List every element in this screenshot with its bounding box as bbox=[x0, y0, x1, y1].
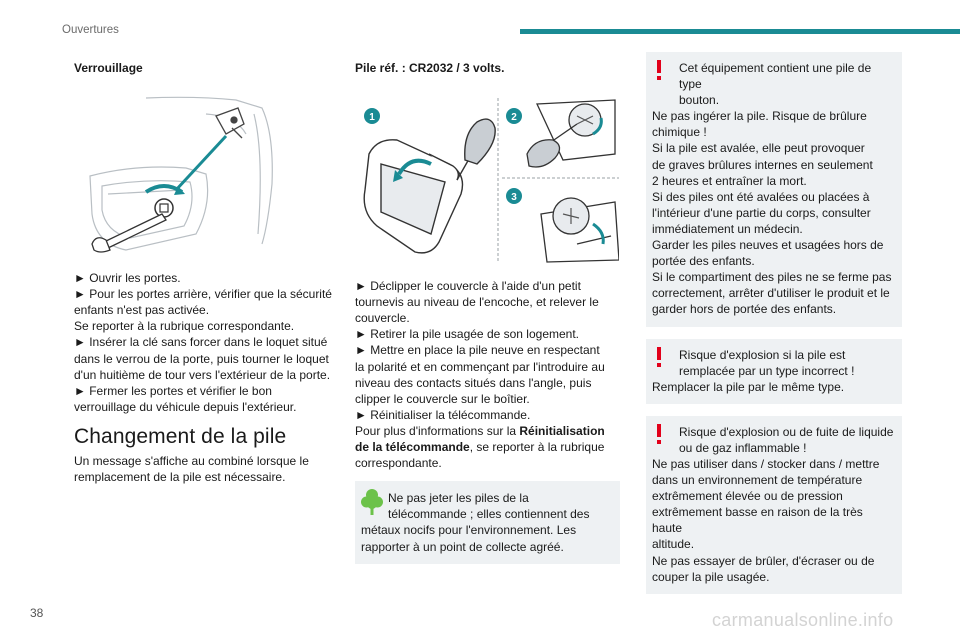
text-line: ► Fermer les portes et vérifier le bon bbox=[74, 383, 272, 398]
text-line: métaux nocifs pour l'environnement. Les bbox=[361, 523, 577, 538]
text-line: immédiatement un médecin. bbox=[652, 221, 803, 236]
locking-heading: Verrouillage bbox=[74, 61, 143, 75]
text-line: d'un huitième de tour vers l'extérieur de la porte. bbox=[74, 367, 331, 382]
text-line: dans le verrou de la porte, puis tourner le loquet bbox=[74, 351, 329, 366]
text-line: ► Réinitialiser la télécommande. bbox=[355, 407, 531, 422]
text-line: extrêmement élevée ou de pression bbox=[652, 489, 843, 504]
text-span: Pour plus d'informations sur la bbox=[355, 423, 520, 438]
warning-exclamation-icon bbox=[652, 422, 666, 450]
text-line: Ne pas utiliser dans / stocker dans / mettre bbox=[652, 456, 880, 471]
text-line: ► Déclipper le couvercle à l'aide d'un petit bbox=[355, 279, 581, 294]
text-line: altitude. bbox=[652, 537, 695, 552]
warning-box-explosion-type bbox=[646, 339, 902, 404]
battery-reference-heading: Pile réf. : CR2032 / 3 volts. bbox=[355, 61, 505, 75]
watermark: carmanualsonline.info bbox=[712, 610, 894, 630]
warning-box-ingestion bbox=[646, 52, 902, 327]
right-column bbox=[646, 58, 902, 594]
text-line: enfants n'est pas activée. bbox=[74, 303, 210, 318]
text-line: Ne pas jeter les piles de la bbox=[388, 491, 529, 506]
reference-line bbox=[355, 423, 620, 439]
text-line: Ne pas essayer de brûler, d'écraser ou de bbox=[652, 553, 875, 568]
warning-exclamation-icon bbox=[652, 58, 666, 86]
text-line: correspondante. bbox=[355, 456, 442, 471]
reinit-link-text: Réinitialisation bbox=[519, 423, 605, 438]
step-number-2: 2 bbox=[511, 112, 517, 124]
text-line: remplacée par un type incorrect ! bbox=[679, 363, 855, 378]
battery-change-title: Changement de la pile bbox=[74, 424, 287, 448]
text-line: Garder les piles neuves et usagées hors de bbox=[652, 238, 884, 253]
header-accent-bar bbox=[520, 29, 960, 34]
text-line: clipper le couvercle sur le boîtier. bbox=[355, 391, 530, 406]
battery-instructions bbox=[355, 278, 620, 471]
text-line: garder hors de portée des enfants. bbox=[652, 302, 837, 317]
text-line: remplacement de la pile est nécessaire. bbox=[74, 470, 286, 485]
text-line: ► Mettre en place la pile neuve en respectant bbox=[355, 343, 600, 358]
text-line: Un message s'affiche au combiné lorsque le bbox=[74, 454, 309, 469]
text-span: , se reporter à la rubrique bbox=[469, 440, 605, 455]
eco-tree-icon bbox=[361, 487, 383, 521]
text-line: correctement, arrêter d'utiliser le produit et le bbox=[652, 286, 890, 301]
reinit-link-text: de la télécommande bbox=[355, 440, 470, 455]
text-line: portée des enfants. bbox=[652, 254, 755, 269]
battery-change-intro bbox=[74, 453, 336, 485]
text-line: télécommande ; elles contiennent des bbox=[388, 507, 590, 522]
text-line: Si le compartiment des piles ne se ferme pas bbox=[652, 270, 892, 285]
text-line: Si la pile est avalée, elle peut provoquer bbox=[652, 141, 865, 156]
text-line: 2 heures et entraîner la mort. bbox=[652, 173, 807, 188]
text-line: bouton. bbox=[679, 93, 720, 108]
text-line: tournevis au niveau de l'encoche, et relever le bbox=[355, 295, 599, 310]
page-number: 38 bbox=[30, 606, 44, 620]
battery-replacement-illustration bbox=[357, 94, 619, 264]
text-line: Cet équipement contient une pile de type bbox=[679, 61, 872, 92]
locking-instructions bbox=[74, 270, 336, 415]
warning-exclamation-icon bbox=[652, 345, 666, 373]
text-line: Risque d'explosion ou de fuite de liquide bbox=[679, 424, 894, 439]
step-number-3: 3 bbox=[511, 192, 517, 204]
eco-note-box bbox=[355, 481, 620, 563]
left-column bbox=[74, 58, 336, 485]
text-line: Se reporter à la rubrique correspondante. bbox=[74, 319, 295, 334]
text-line: extrêmement basse en raison de la très haute bbox=[652, 505, 863, 536]
text-line: niveau des contacts situés dans l'angle, puis bbox=[355, 375, 592, 390]
step-number-1: 1 bbox=[369, 112, 375, 124]
text-line: ► Insérer la clé sans forcer dans le loquet situé bbox=[74, 335, 328, 350]
text-line: chimique ! bbox=[652, 125, 707, 140]
text-line: couvercle. bbox=[355, 311, 410, 326]
text-line: de graves brûlures internes en seulement bbox=[652, 157, 873, 172]
door-lock-illustration bbox=[86, 94, 286, 256]
text-line: ► Pour les portes arrière, vérifier que la sécurité bbox=[74, 287, 332, 302]
text-line: Ne pas ingérer la pile. Risque de brûlure bbox=[652, 109, 867, 124]
text-line: la polarité et en commençant par l'introduire au bbox=[355, 359, 605, 374]
text-line: verrouillage du véhicule depuis l'extérieur. bbox=[74, 399, 297, 414]
text-line: ou de gaz inflammable ! bbox=[679, 440, 807, 455]
text-line: ► Ouvrir les portes. bbox=[74, 271, 181, 286]
text-line: Si des piles ont été avalées ou placées à bbox=[652, 189, 870, 204]
text-line: l'intérieur d'une partie du corps, consulter bbox=[652, 205, 871, 220]
text-line: couper la pile usagée. bbox=[652, 569, 770, 584]
text-line: ► Retirer la pile usagée de son logement. bbox=[355, 327, 580, 342]
middle-column bbox=[355, 58, 620, 564]
running-header: Ouvertures bbox=[62, 24, 119, 36]
text-line: Remplacer la pile par le même type. bbox=[652, 379, 845, 394]
text-line: Risque d'explosion si la pile est bbox=[679, 347, 846, 362]
text-line: rapporter à un point de collecte agréé. bbox=[361, 539, 564, 554]
warning-box-explosion-environment bbox=[646, 416, 902, 594]
text-line: dans un environnement de température bbox=[652, 473, 863, 488]
reference-line bbox=[355, 439, 620, 455]
